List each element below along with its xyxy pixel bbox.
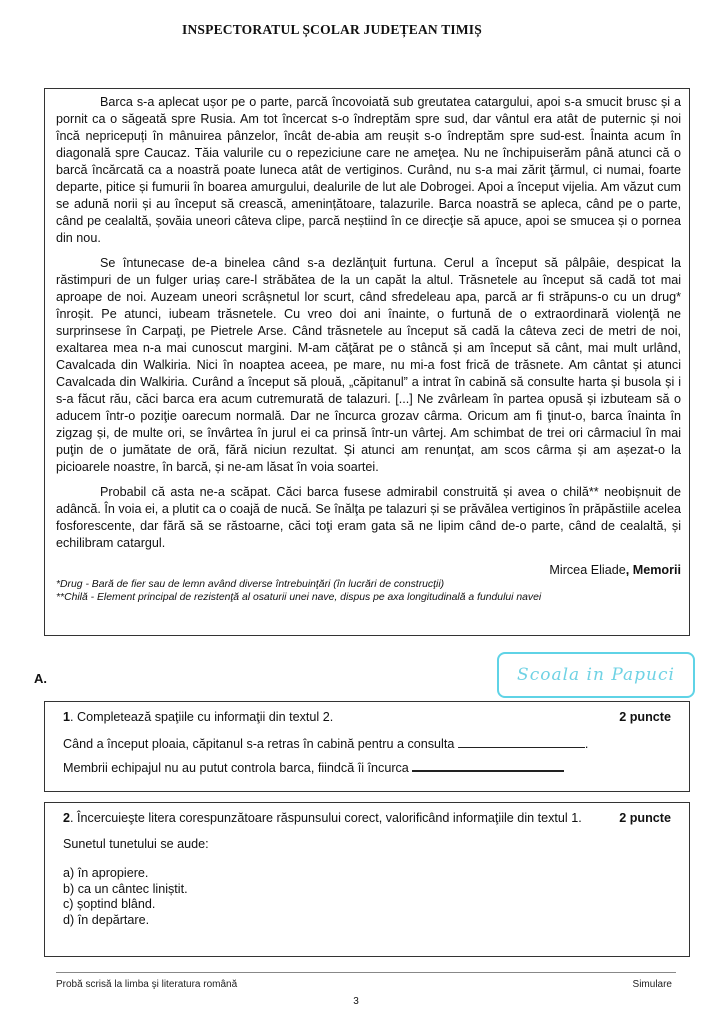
- question-number: 2: [63, 811, 71, 825]
- question-number: 1: [63, 710, 71, 724]
- fill-line-2: Membrii echipajul nu au putut controla barca, fiindcă îi încurca: [63, 758, 671, 776]
- page-header: INSPECTORATUL ȘCOLAR JUDEȚEAN TIMIȘ: [182, 22, 482, 37]
- text-paragraph: Barca s-a aplecat ușor pe o parte, parcă încovoiată sub greutatea catargului, apoi s-a smucit brusc și a pornit ca o săgeată spre Rusia. Am tot încercat s-o îndreptăm spre sud, dar vântul era atât de puternic și noi încă nepricepuți în mânuirea pânzelor, încât de-abia am reușit s-o îndreptăm spre sud-est. Înainta acum în diagonală spre Caucaz. Tăia valurile cu o repeziciune care ne ameţea. Nu ne închipuiserăm până atunci că o barcă încărcată ca a noastră poate luneca atât de vertiginos. Curând, nu s-a mai zărit ţărmul, ci numai, foarte departe, pitice și fumurii în boarea amurgului, dealurile de lut ale Dobrogei. Apoi a început vijelia. Am văzut cum se adună norii și au început să crească, amenințătoare, talazurile. Barca noastră se apleca, când pe o parte, când pe cealaltă, șovăia uneori câteva clipe, parcă neștiind în ce direcţie să apuce, apoi se smucea și o pornea din nou.: [56, 95, 681, 245]
- text-paragraph: Probabil că asta ne-a scăpat. Căci barca fusese admirabil construită și avea o chilă** neobișnuit de adâncă. În voia ei, a plutit ca o coajă de nucă. Se înălţa pe talazuri și se prăvălea vertiginos în prăpăstiile acelea fosforescente, dar fără să se răstoarne, căci toţi eram gata să ne lipim când de-o parte, când de cealaltă, și echilibram catargul.: [56, 485, 681, 550]
- question-2-text: Sunetul tunetului se aude:: [63, 837, 209, 851]
- literary-text-box: [44, 88, 690, 636]
- question-points: 2 puncte: [619, 811, 671, 825]
- footer-subject: Probă scrisă la limba şi literatura română: [56, 979, 238, 990]
- answer-blank-1[interactable]: [458, 735, 585, 748]
- footer-exam-type: Simulare: [632, 979, 672, 990]
- answer-option-d[interactable]: d) în depărtare.: [63, 912, 150, 927]
- question-2-box: [44, 802, 690, 957]
- footer-divider: [56, 972, 676, 973]
- fill-line-1: Când a început ploaia, căpitanul s-a retras în cabină pentru a consulta .: [63, 737, 589, 751]
- question-1-box: [44, 701, 690, 792]
- author-name: Mircea Eliade: [549, 563, 626, 577]
- footnote: *Drug - Bară de fier sau de lemn având diverse întrebuinţări (în lucrări de construcţii): [56, 579, 445, 590]
- work-title: , Memorii: [625, 563, 681, 577]
- answer-option-a[interactable]: a) în apropiere.: [63, 866, 149, 880]
- answer-blank-2[interactable]: [412, 758, 564, 772]
- page-number: 3: [353, 996, 359, 1007]
- question-1-prompt: 1. Completează spaţiile cu informaţii din textul 2.: [63, 710, 334, 724]
- section-label: A.: [34, 671, 47, 686]
- text-paragraph: Se întunecase de-a binelea când s-a dezlănţuit furtuna. Cerul a început să pâlpâie, despicat la răstimpuri de un fulger uriaș care-l străbătea de la un capăt la altul. Trăsnetele au început să cadă tot mai aproape de noi. Auzeam uneori scrâșnetul lor scurt, când sfredeleau apa, parcă ar fi străpuns-o cu un drug* înroșit. Pe atunci, iubeam trăsnetele. Cu vreo doi ani înainte, o furtună de o extraordinară violenţă ne surprinsese în Carpaţi, pe Pietrele Arse. Când trăsnetele au început să cadă la câteva zeci de metri de noi, exaltarea mea n-a mai cunoscut margini. M-am căţărat pe o stâncă și am început să cânt, mai mult urlând, Cavalcada din Walkiria. Nici în noaptea aceea, pe mare, nu mi-a fost frică de trăsnete. Am cântat și atunci Cavalcada din Walkiria. Curând a început să plouă, „căpitanul” a intrat în cabină să consulte harta și busola și i s-a făcut rău, căci barca era acum cutremurată de talazuri. [...] Ne zvârleam în partea opusă și izbuteam să o aducem într-o poziţie oarecum normală. Dar ne încurca grozav cârma. Oricum am fi ţinut-o, barca înainta în zigzag și, de multe ori, se învârtea în jurul ei ca prinsă într-un vârtej. Am schimbat de trei ori cârmaciul în mai puţin de o jumătate de oră, fără niciun rezultat. Și atunci am renunţat, am scos cârma și am așezat-o la picioarele noastre, în barcă, și ne-am lăsat în voia soartei.: [56, 256, 681, 474]
- brand-logo: Scoala in Papuci: [497, 652, 695, 698]
- answer-options: [63, 866, 671, 928]
- footnote: **Chilă - Element principal de rezistenţă al osaturii unei nave, dispus pe axa longitudinală a fundului navei: [56, 592, 542, 603]
- answer-option-b[interactable]: b) ca un cântec liniștit.: [63, 881, 188, 896]
- answer-option-c[interactable]: c) șoptind blând.: [63, 897, 156, 911]
- question-points: 2 puncte: [619, 710, 671, 724]
- question-2-prompt: 2. Încercuieşte litera corespunzătoare răspunsului corect, valorificând informaţiile din textul 1.: [63, 811, 582, 825]
- author-line: [56, 562, 681, 578]
